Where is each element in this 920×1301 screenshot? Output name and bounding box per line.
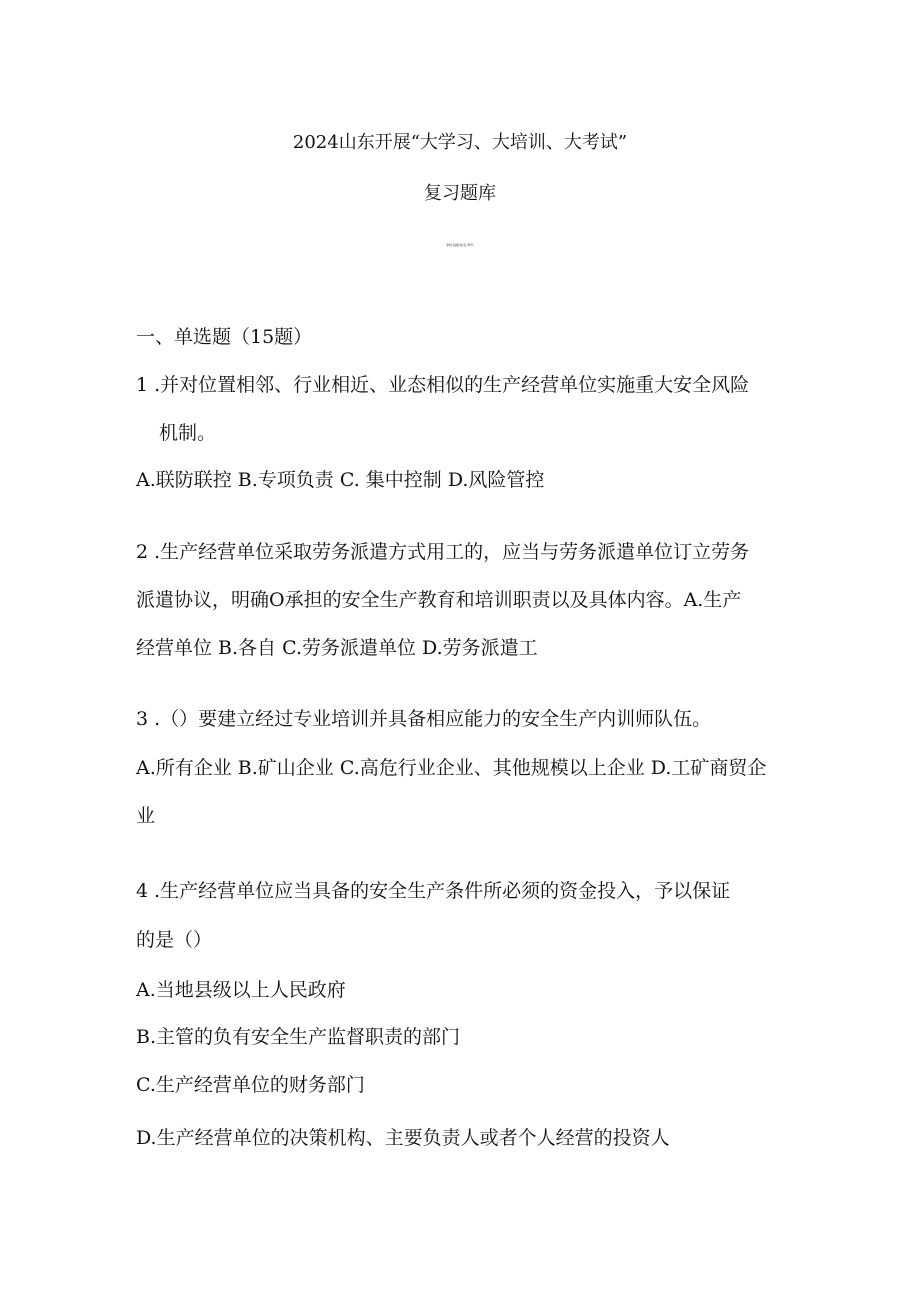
student-info-line: 学校:班级:姓名:考号: bbox=[445, 243, 475, 247]
question-2-line-2: 派遣协议，明确O承担的安全生产教育和培训职责以及具体内容。A.生产 bbox=[136, 589, 742, 611]
question-1-options: A.联防联控 B.专项负责 C. 集中控制 D.风险管控 bbox=[136, 469, 545, 491]
question-3-options-line-1: A.所有企业 B.矿山企业 C.高危行业企业、其他规模以上企业 D.工矿商贸企 bbox=[136, 757, 767, 779]
question-4-line-2: 的是（） bbox=[136, 929, 213, 951]
question-2-line-3: 经营单位 B.各自 C.劳务派遣单位 D.劳务派遣工 bbox=[136, 637, 538, 659]
question-3-line-1: 3 .（）要建立经过专业培训并具备相应能力的安全生产内训师队伍。 bbox=[136, 708, 712, 730]
question-4-option-a: A.当地县级以上人民政府 bbox=[136, 979, 346, 1001]
question-3-options-line-2: 业 bbox=[136, 805, 156, 827]
question-1-line-1: 1 .并对位置相邻、行业相近、业态相似的生产经营单位实施重大安全风险 bbox=[136, 374, 750, 396]
question-4-option-b: B.主管的负有安全生产监督职责的部门 bbox=[136, 1026, 461, 1048]
section-heading: 一、单选题（15题） bbox=[136, 326, 313, 348]
question-2-line-1: 2 .生产经营单位采取劳务派遣方式用工的，应当与劳务派遣单位订立劳务 bbox=[136, 541, 750, 563]
question-4-option-d: D.生产经营单位的决策机构、主要负责人或者个人经营的投资人 bbox=[136, 1127, 670, 1149]
document-title-line-2: 复习题库 bbox=[424, 183, 496, 204]
question-4-line-1: 4 .生产经营单位应当具备的安全生产条件所必须的资金投入，予以保证 bbox=[136, 880, 731, 902]
document-title-line-1: 2024山东开展“大学习、大培训、大考试” bbox=[292, 132, 628, 153]
question-1-line-2: 机制。 bbox=[159, 422, 217, 444]
question-4-option-c: C.生产经营单位的财务部门 bbox=[136, 1074, 365, 1096]
